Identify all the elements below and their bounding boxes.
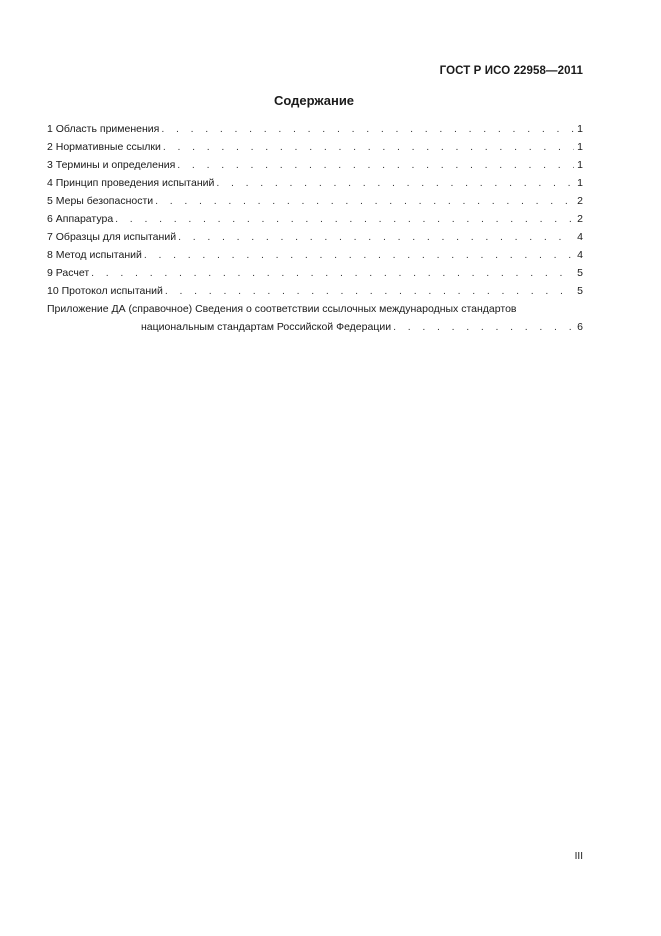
toc-annex-title: Приложение ДА (справочное) Сведения о соответствии ссылочных международных стандартов: [47, 303, 517, 315]
toc-entry-label: 5 Меры безопасности: [47, 195, 154, 207]
toc-entry[interactable]: [47, 156, 583, 174]
toc-entry[interactable]: [47, 120, 583, 138]
toc-entry-label: 8 Метод испытаний: [47, 249, 142, 261]
toc-annex-label: национальным стандартам Российской Федерации: [141, 321, 392, 333]
toc-leader-dots: [91, 264, 574, 282]
toc-leader-dots: [165, 282, 574, 300]
toc-entry-label: 9 Расчет: [47, 267, 90, 279]
toc-entry[interactable]: [47, 192, 583, 210]
toc-leader-dots: [393, 318, 574, 336]
toc-entry-label: 7 Образцы для испытаний: [47, 231, 177, 243]
toc-annex-page: 6: [577, 321, 583, 333]
page-number: III: [574, 851, 583, 862]
table-of-contents: [47, 120, 583, 336]
toc-entry-label: 6 Аппаратура: [47, 213, 114, 225]
toc-entry-label: 3 Термины и определения: [47, 159, 176, 171]
toc-entry[interactable]: [47, 282, 583, 300]
toc-leader-dots: [155, 192, 574, 210]
toc-entry-page: 5: [577, 267, 583, 279]
toc-annex-entry[interactable]: [47, 300, 583, 336]
toc-entry-page: 1: [577, 177, 583, 189]
toc-entry-label: 4 Принцип проведения испытаний: [47, 177, 215, 189]
toc-entry-page: 1: [577, 123, 583, 135]
toc-leader-dots: [177, 156, 574, 174]
toc-leader-dots: [144, 246, 574, 264]
toc-entry-page: 1: [577, 141, 583, 153]
toc-title: Содержание: [273, 93, 355, 108]
toc-entry[interactable]: [47, 246, 583, 264]
toc-entry[interactable]: [47, 174, 583, 192]
toc-entry-page: 1: [577, 159, 583, 171]
document-code: ГОСТ Р ИСО 22958—2011: [439, 65, 583, 77]
toc-entry[interactable]: [47, 264, 583, 282]
toc-entry[interactable]: [47, 228, 583, 246]
toc-entry-page: 2: [577, 213, 583, 225]
toc-entry-page: 5: [577, 285, 583, 297]
toc-entry-page: 4: [577, 249, 583, 261]
toc-entry[interactable]: [47, 138, 583, 156]
toc-entry-label: 1 Область применения: [47, 123, 160, 135]
toc-entry-page: 4: [577, 231, 583, 243]
toc-leader-dots: [178, 228, 574, 246]
toc-annex-continuation: [47, 318, 583, 336]
toc-leader-dots: [163, 138, 574, 156]
toc-entry-label: 2 Нормативные ссылки: [47, 141, 161, 153]
toc-leader-dots: [115, 210, 574, 228]
toc-leader-dots: [216, 174, 574, 192]
toc-leader-dots: [161, 120, 574, 138]
toc-entry-page: 2: [577, 195, 583, 207]
toc-entry-label: 10 Протокол испытаний: [47, 285, 163, 297]
toc-entry[interactable]: [47, 210, 583, 228]
